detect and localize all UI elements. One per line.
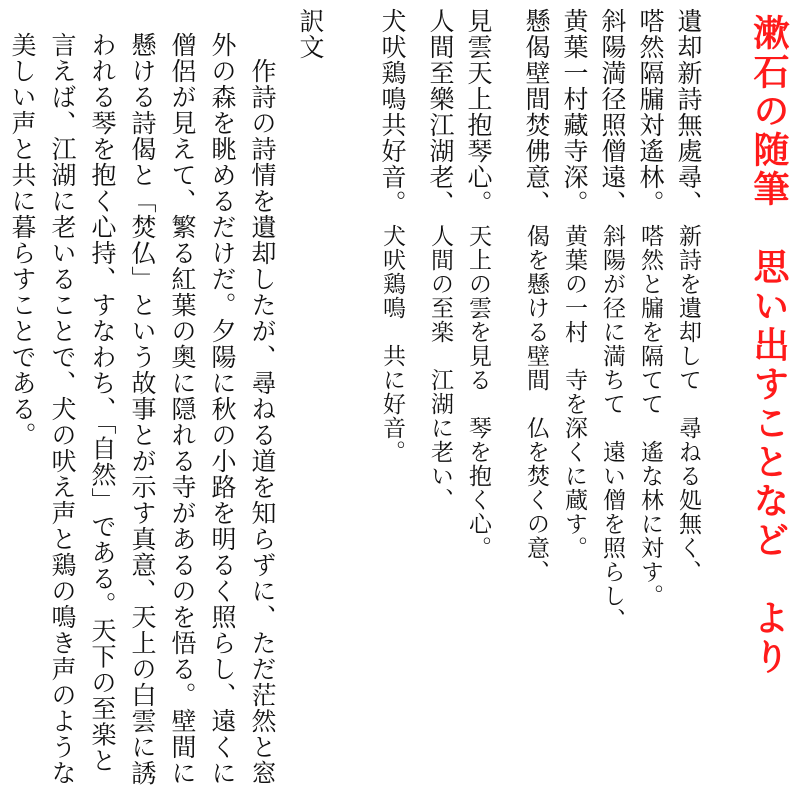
translation-line: 懸ける詩偈と「焚仏」という故事とが示す真意、天上の白雲に誘 (128, 32, 157, 786)
poem-original-line: 遺却新詩無處尋、 (674, 8, 703, 216)
translation-line: 僧侶が見えて、繁る紅葉の奥に隠れる寺があるのを悟る。壁間に (168, 32, 197, 786)
translation-line: 美しい声と共に暮らすことである。 (8, 32, 37, 448)
translation-line: 外の森を眺めるだけだ。夕陽に秋の小路を明るく照らし、遠くに (208, 32, 237, 786)
poem-original-line: 黄葉一村藏寺深。 (560, 8, 589, 216)
poem-kundoku-line: 犬吠鶏鳴 共に好音。 (379, 224, 405, 464)
poem-original-line: 嗒然隔牖対遙林。 (636, 8, 665, 216)
poem-original-line: 斜陽満径照僧遠、 (598, 8, 627, 216)
poem-kundoku-line: 天上の雲を見る 琴を抱く心。 (465, 224, 491, 560)
poem-original-line: 見雲天上抱琴心。 (464, 8, 493, 216)
translation-line: われる琴を抱く心持、すなわち、「自然」である。天下の至楽と (88, 32, 117, 774)
translation-heading: 訳文 (296, 8, 325, 60)
poem-kundoku-line: 新詩を遺却して 尋ねる処無く、 (675, 224, 701, 584)
poem-kundoku-line: 人間の至楽 江湖に老い、 (427, 224, 453, 512)
poem-original-line: 犬吠鶏鳴共好音。 (378, 8, 407, 216)
translation-line: 作詩の詩情を遺却したが、尋ねる道を知らずに、ただ茫然と窓 (248, 32, 277, 786)
poem-kundoku-line: 黄葉の一村 寺を深くに蔵す。 (561, 224, 587, 560)
essay-title: 漱石の随筆 思い出すことなど より (748, 14, 789, 677)
translation-line: 言えば、江湖に老いることで、犬の吠え声と鶏の鳴き声のような (48, 32, 77, 786)
poem-kundoku-line: 偈を懸ける壁間 仏を焚くの意、 (523, 224, 549, 584)
poem-original-line: 懸偈壁間焚佛意、 (522, 8, 551, 216)
poem-original-line: 人間至樂江湖老、 (426, 8, 455, 216)
poem-kundoku-line: 嗒然と牖を隔てて 遙な林に対す。 (637, 224, 663, 608)
poem-kundoku-line: 斜陽が径に満ちて 遠い僧を照らし、 (599, 224, 625, 632)
